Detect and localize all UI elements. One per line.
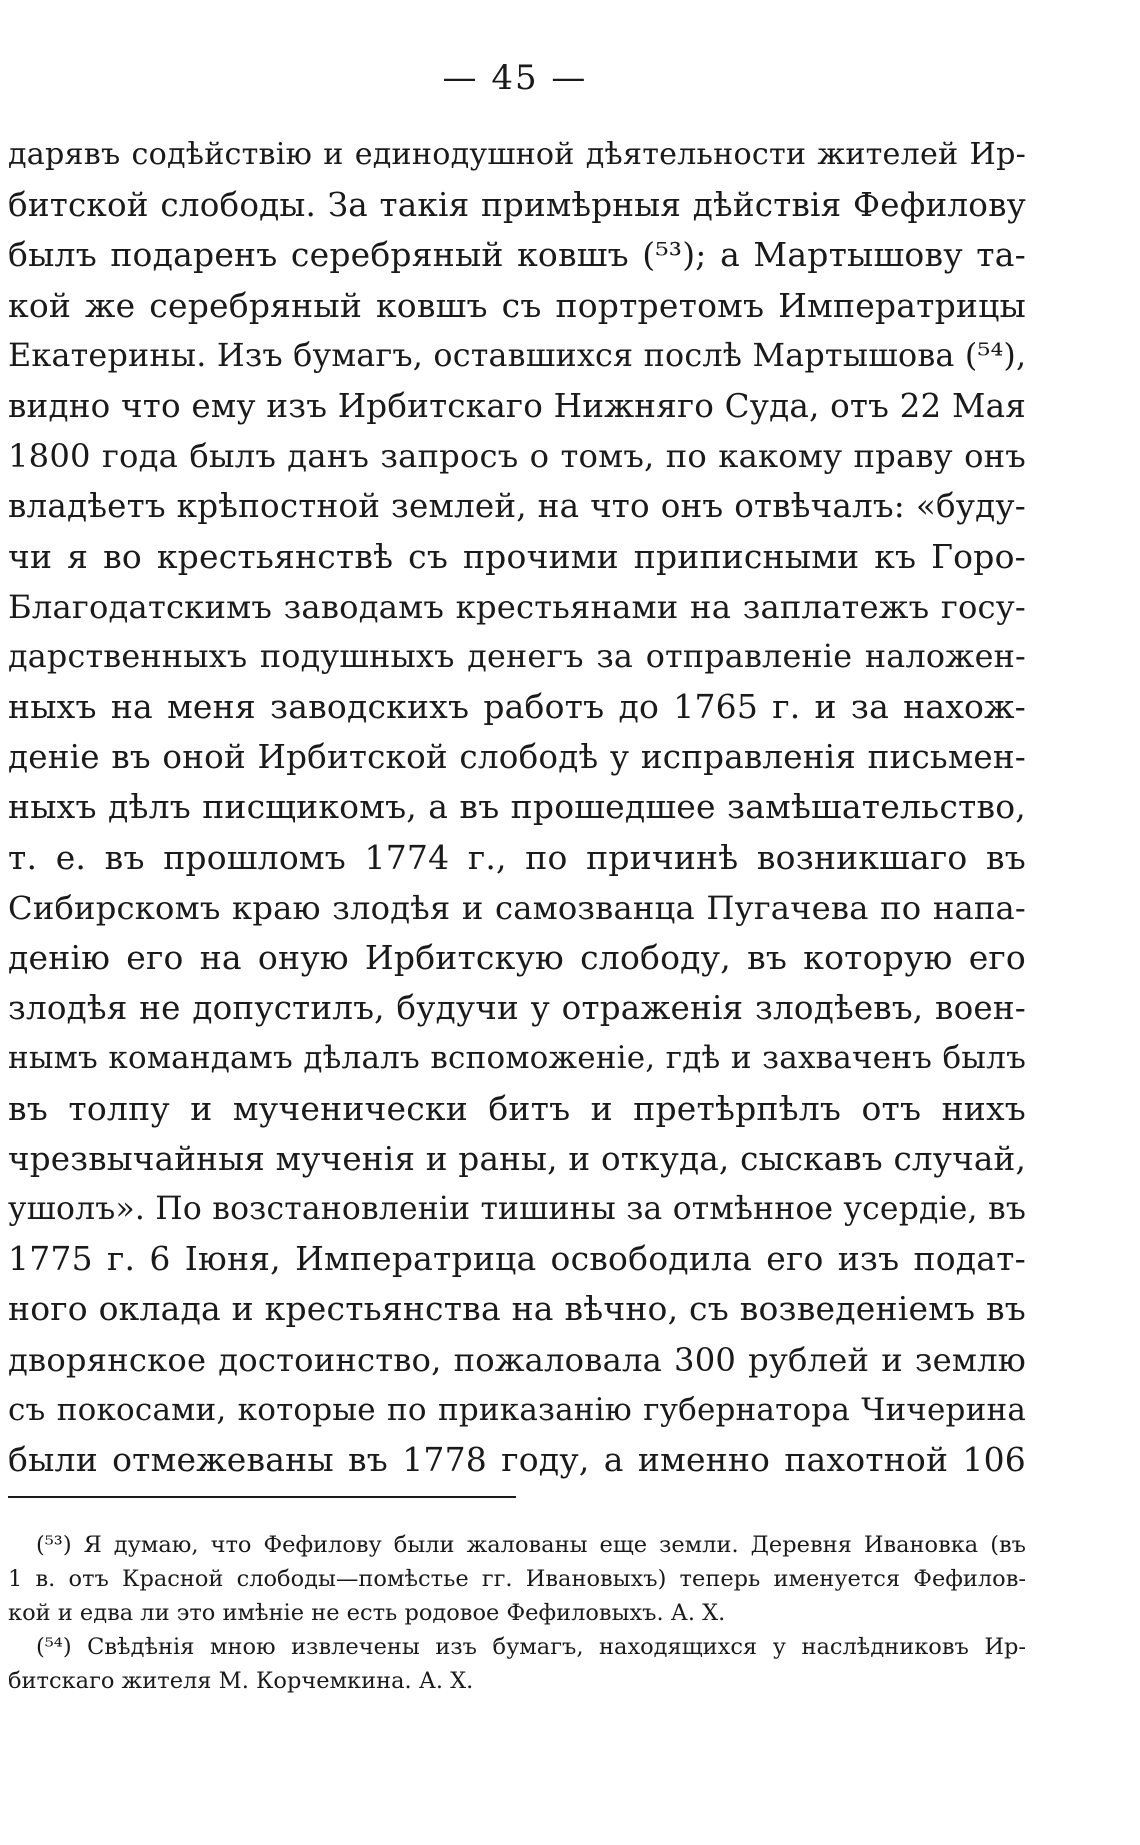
- text-line: т. е. въ прошломъ 1774 г., по причинѣ возникшаго въ: [8, 837, 1026, 877]
- text-line: дворянское достоинство, пожаловала 300 рублей и землю: [8, 1340, 1026, 1379]
- footnotes: [0, 1528, 1030, 1698]
- footnote-53-line: 1 в. отъ Красной слободы—помѣстье гг. Ивановыхъ) теперь именуется Фефилов-: [8, 1566, 1026, 1592]
- footnote-divider: [8, 1496, 516, 1498]
- text-line: Екатерины. Изъ бумагъ, оставшихся послѣ Мартышова (⁵⁴),: [8, 336, 1027, 374]
- text-line: въ толпу и мученически битъ и претѣрпѣлъ отъ нихъ: [8, 1088, 1026, 1128]
- text-line: ныхъ дѣлъ писщикомъ, а въ прошедшее замѣшательство,: [8, 787, 1026, 827]
- main-text: [0, 130, 1030, 1485]
- footnote-53-line: (⁵³) Я думаю, что Фефилову были жалованы еще земли. Деревня Ивановка (въ: [36, 1532, 1026, 1558]
- text-line: владѣетъ крѣпостной землей, на что онъ отвѣчалъ: «буду-: [8, 487, 1026, 526]
- text-line: ушолъ». По возстановленіи тишины за отмѣнное усердіе, въ: [8, 1190, 1026, 1227]
- text-line: ного оклада и крестьянства на вѣчно, съ возведеніемъ въ: [8, 1289, 1026, 1329]
- text-line: былъ подаренъ серебряный ковшъ (⁵³); а Мартышову та-: [8, 235, 1026, 275]
- text-line: нымъ командамъ дѣлалъ вспоможеніе, гдѣ и захваченъ былъ: [8, 1040, 1026, 1077]
- text-line: Благодатскимъ заводамъ крестьянами на заплатежъ госу-: [8, 587, 1026, 626]
- text-line: кой же серебряный ковшъ съ портретомъ Императрицы: [8, 285, 1026, 325]
- text-line: видно что ему изъ Ирбитскаго Нижняго Суда, отъ 22 Мая: [8, 386, 1026, 425]
- text-line: денію его на оную Ирбитскую слободу, въ которую его: [8, 938, 1026, 977]
- text-line: 1800 года былъ данъ запросъ о томъ, по какому праву онъ: [8, 437, 1026, 476]
- text-line: съ покосами, которые по приказанію губернатора Чичерина: [8, 1391, 1026, 1428]
- text-line: были отмежеваны въ 1778 году, а именно пахотной 106: [8, 1439, 1026, 1479]
- text-line: дарственныхъ подушныхъ денегъ за отправленіе наложен-: [8, 637, 1026, 675]
- text-line: злодѣя не допустилъ, будучи у отраженія злодѣевъ, воен-: [8, 989, 1026, 1028]
- text-line: Сибирскомъ краю злодѣя и самозванца Пугачева по напа-: [8, 888, 1026, 927]
- text-line: деніе въ оной Ирбитской слободѣ у исправленія письмен-: [8, 738, 1026, 777]
- text-line: чи я во крестьянствѣ съ прочими приписными къ Горо-: [8, 536, 1026, 576]
- page-number: — 45 —: [442, 58, 588, 98]
- text-line: 1775 г. 6 Іюня, Императрица освободила его изъ подат-: [8, 1239, 1026, 1279]
- footnote-54-line: (⁵⁴) Свѣдѣнія мною извлечены изъ бумагъ, находящихся у наслѣдниковъ Ир-: [36, 1634, 1026, 1660]
- text-line: битской слободы. За такія примѣрныя дѣйствія Фефилову: [8, 186, 1026, 225]
- footnote-53-line: кой и едва ли это имѣніе не есть родовое Фефиловыхъ. А. Х.: [8, 1600, 726, 1626]
- text-line: чрезвычайныя мученія и раны, и откуда, сыскавъ случай,: [8, 1139, 1026, 1178]
- text-line: дарявъ содѣйствію и единодушной дѣятельности жителей Ир-: [8, 137, 1026, 172]
- footnote-54-line: битскаго жителя М. Корчемкина. А. Х.: [8, 1668, 474, 1694]
- text-line: ныхъ на меня заводскихъ работъ до 1765 г. и за нахож-: [8, 687, 1026, 727]
